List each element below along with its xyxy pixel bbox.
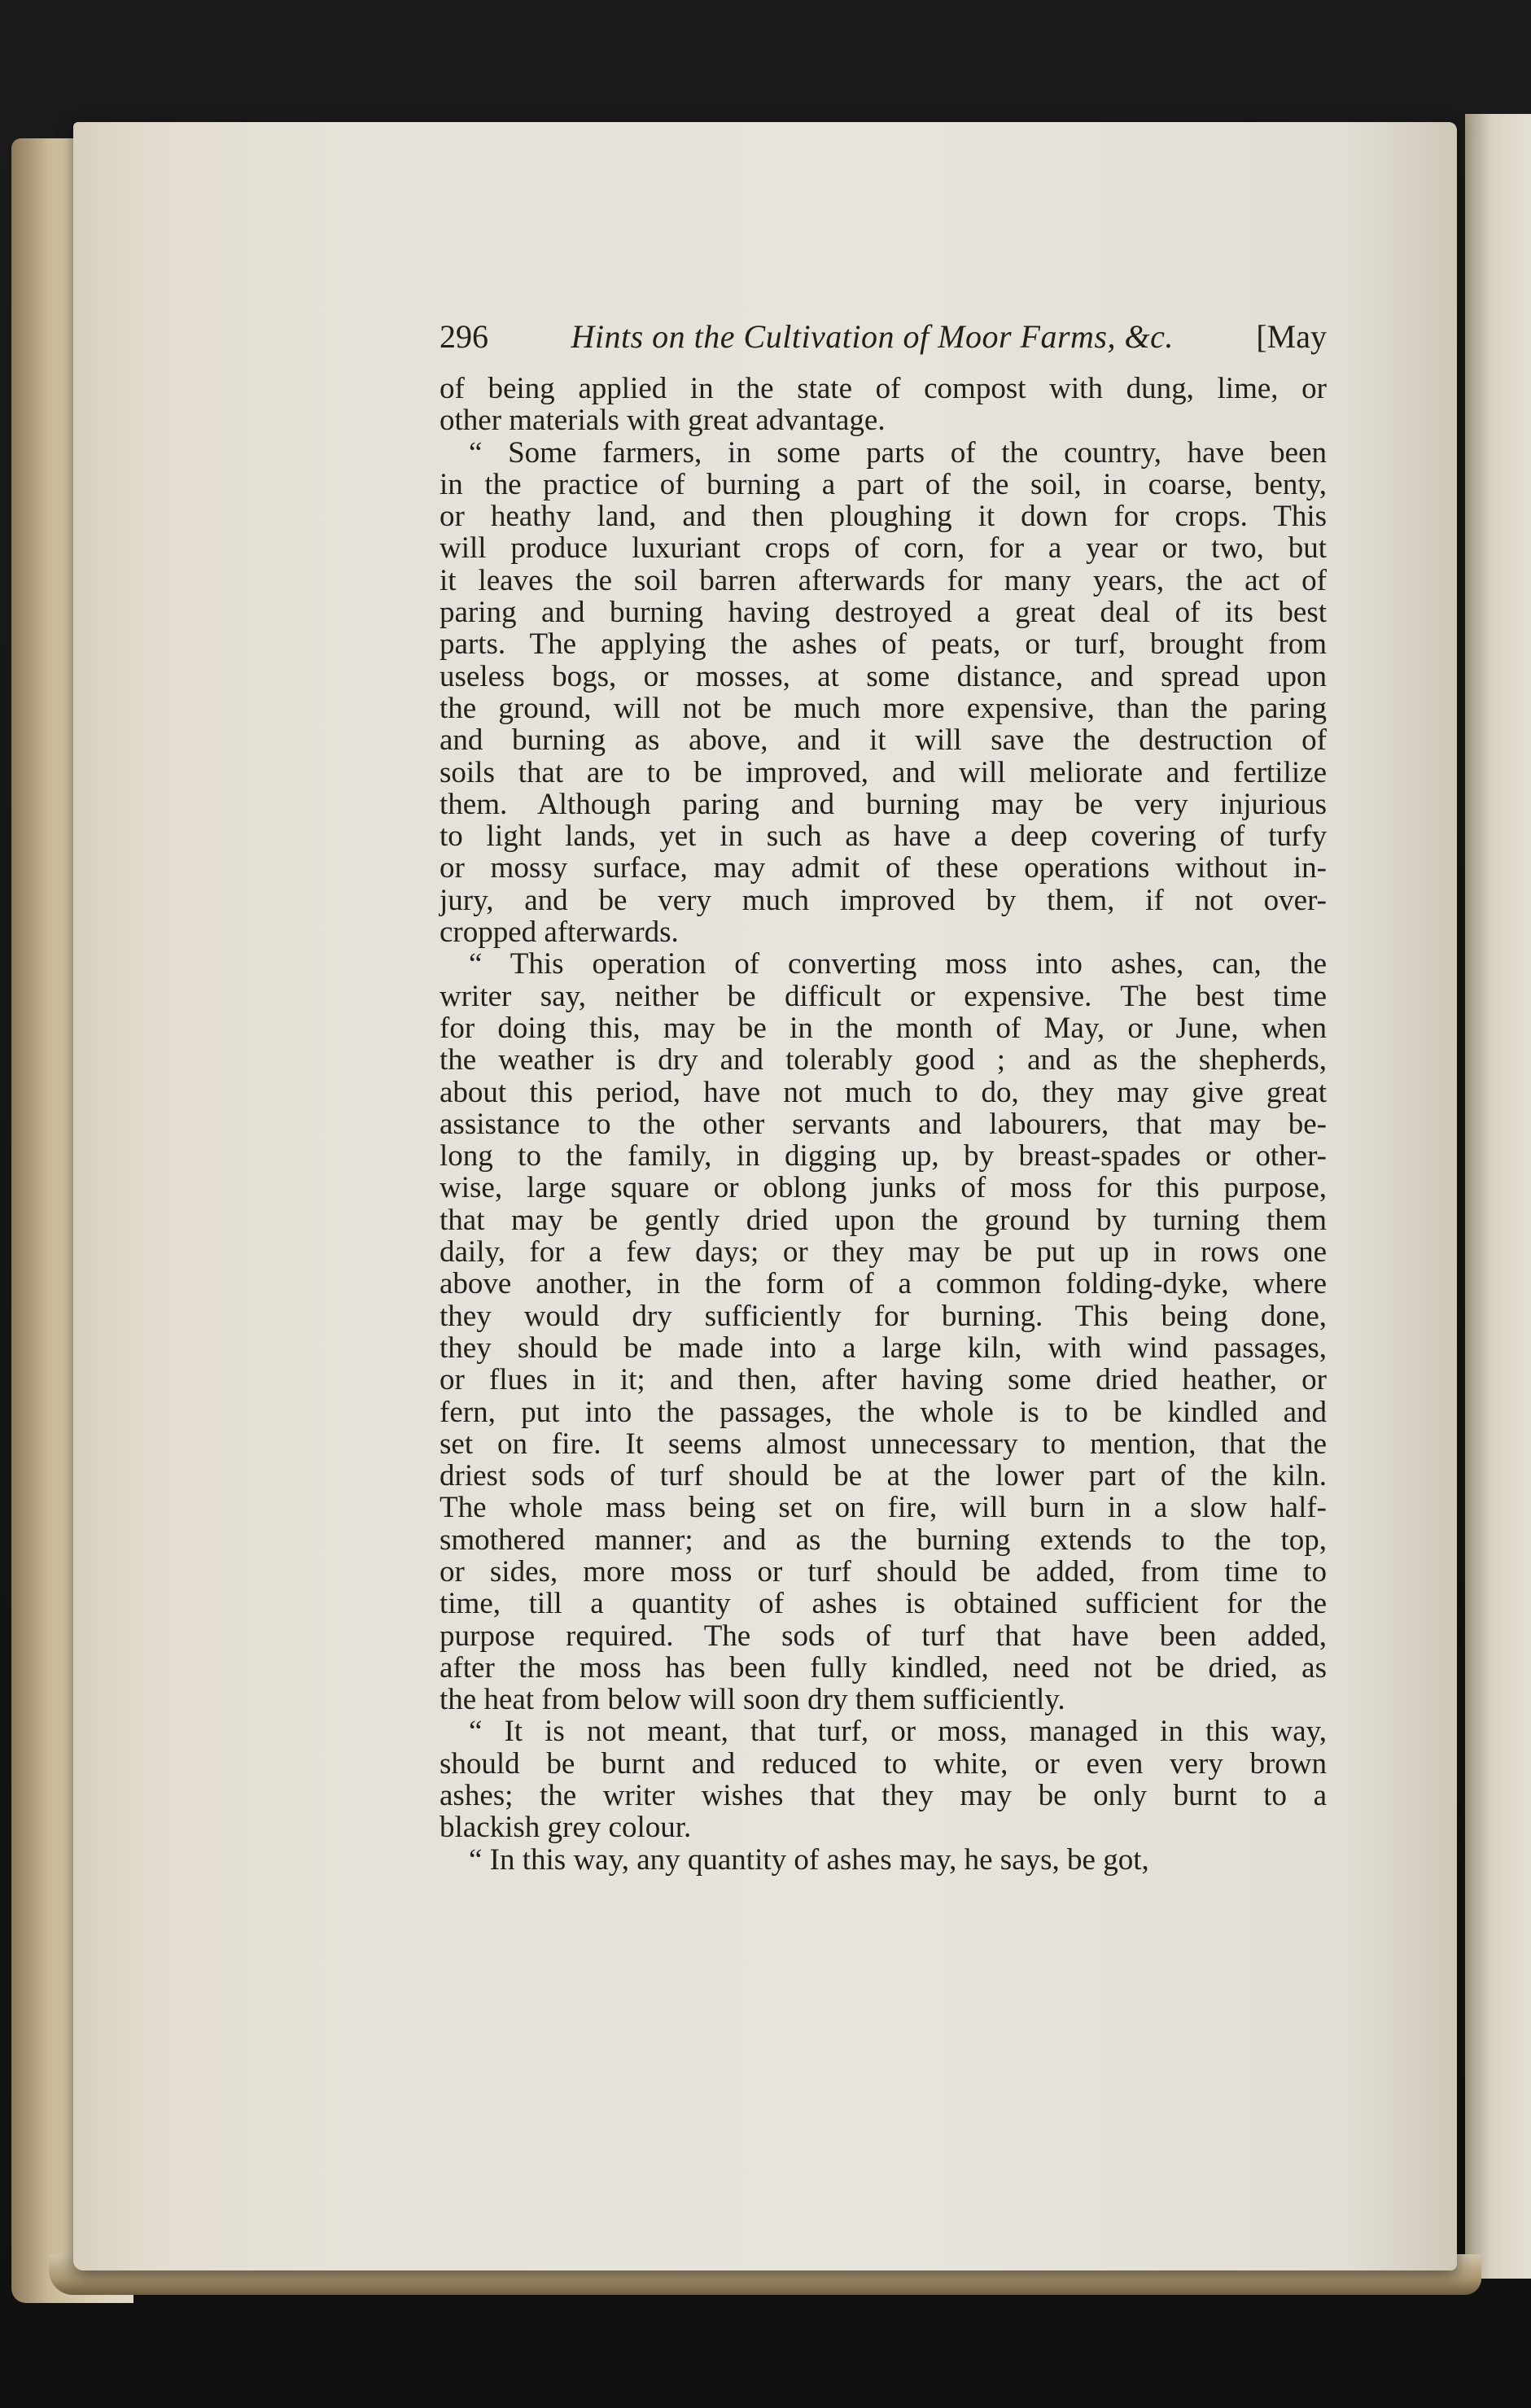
text-line: “ In this way, any quantity of ashes may, he says, be got,	[469, 1842, 1149, 1877]
paragraph	[440, 948, 1327, 1715]
text-line: The whole mass being set on fire, will burn in a slow half-	[440, 1491, 1327, 1525]
running-title: Hints on the Cultivation of Moor Farms, &c.	[571, 318, 1174, 355]
text-line: daily, for a few days; or they may be put up in rows one	[440, 1235, 1327, 1270]
text-line: ashes; the writer wishes that they may be only burnt to a	[440, 1779, 1327, 1813]
text-line: cropped afterwards.	[440, 916, 679, 950]
page-text-block	[440, 317, 1327, 1876]
text-line: should be burnt and reduced to white, or even very brown	[440, 1746, 1327, 1781]
text-line: paring and burning having destroyed a great deal of its best	[440, 596, 1327, 630]
text-line: the ground, will not be much more expensive, than the paring	[440, 691, 1327, 725]
text-line: after the moss has been fully kindled, need not be dried, as	[440, 1650, 1327, 1685]
text-line: above another, in the form of a common folding-dyke, where	[440, 1267, 1327, 1301]
page-number: 296	[440, 318, 488, 355]
running-month: [May	[1256, 318, 1327, 355]
text-line: or heathy land, and then ploughing it down for crops. This	[440, 500, 1327, 534]
text-line: wise, large square or oblong junks of moss for this purpose,	[440, 1171, 1327, 1205]
text-line: or flues in it; and then, after having some dried heather, or	[440, 1363, 1327, 1397]
paragraph	[440, 373, 1327, 437]
text-line: about this period, have not much to do, they may give great	[440, 1075, 1327, 1109]
text-line: it leaves the soil barren afterwards for many years, the act of	[440, 563, 1327, 597]
text-line: or sides, more moss or turf should be added, from time to	[440, 1554, 1327, 1589]
text-line: driest sods of turf should be at the lower part of the kiln.	[440, 1459, 1327, 1493]
text-line: will produce luxuriant crops of corn, for a year or two, but	[440, 531, 1327, 566]
text-line: set on fire. It seems almost unnecessary to mention, that the	[440, 1427, 1327, 1461]
text-line: in the practice of burning a part of the soil, in coarse, benty,	[440, 467, 1327, 501]
text-line: blackish grey colour.	[440, 1811, 692, 1845]
text-line: assistance to the other servants and labourers, that may be-	[440, 1107, 1327, 1141]
paragraph	[440, 1715, 1327, 1843]
text-line: long to the family, in digging up, by breast-spades or other-	[440, 1139, 1327, 1173]
text-line: smothered manner; and as the burning extends to the top,	[440, 1523, 1327, 1557]
text-line: writer say, neither be difficult or expensive. The best time	[440, 979, 1327, 1013]
text-line: fern, put into the passages, the whole is to be kindled and	[440, 1395, 1327, 1429]
text-line: of being applied in the state of compost with dung, lime, or	[440, 372, 1327, 405]
text-line: the weather is dry and tolerably good ; and as the shepherds,	[440, 1043, 1327, 1077]
text-line: “ Some farmers, in some parts of the country, have been	[469, 435, 1327, 470]
text-line: or mossy surface, may admit of these operations without in-	[440, 851, 1327, 885]
paragraph	[440, 437, 1327, 949]
text-line: purpose required. The sods of turf that have been added,	[440, 1619, 1327, 1653]
text-line: they would dry sufficiently for burning. This being done,	[440, 1299, 1327, 1333]
text-line: that may be gently dried upon the ground by turning them	[440, 1203, 1327, 1237]
text-line: to light lands, yet in such as have a deep covering of turfy	[440, 819, 1327, 854]
paragraph	[440, 1844, 1327, 1876]
text-line: time, till a quantity of ashes is obtained sufficient for the	[440, 1587, 1327, 1621]
text-line: “ It is not meant, that turf, or moss, managed in this way,	[469, 1715, 1327, 1749]
text-line: parts. The applying the ashes of peats, or turf, brought from	[440, 627, 1327, 662]
text-line: “ This operation of converting moss into ashes, can, the	[469, 947, 1327, 981]
text-line: and burning as above, and it will save the destruction of	[440, 723, 1327, 758]
text-line: them. Although paring and burning may be very injurious	[440, 787, 1327, 821]
text-line: soils that are to be improved, and will meliorate and fertilize	[440, 755, 1327, 789]
text-line: jury, and be very much improved by them, if not over-	[440, 883, 1327, 917]
running-head	[440, 317, 1327, 356]
text-line: useless bogs, or mosses, at some distance, and spread upon	[440, 659, 1327, 693]
text-line: for doing this, may be in the month of May, or June, when	[440, 1011, 1327, 1045]
facing-page-edge	[1465, 114, 1531, 2279]
text-line: other materials with great advantage.	[440, 404, 886, 438]
text-line: they should be made into a large kiln, with wind passages,	[440, 1331, 1327, 1365]
text-line: the heat from below will soon dry them sufficiently.	[440, 1683, 1065, 1717]
body-text	[440, 373, 1327, 1876]
